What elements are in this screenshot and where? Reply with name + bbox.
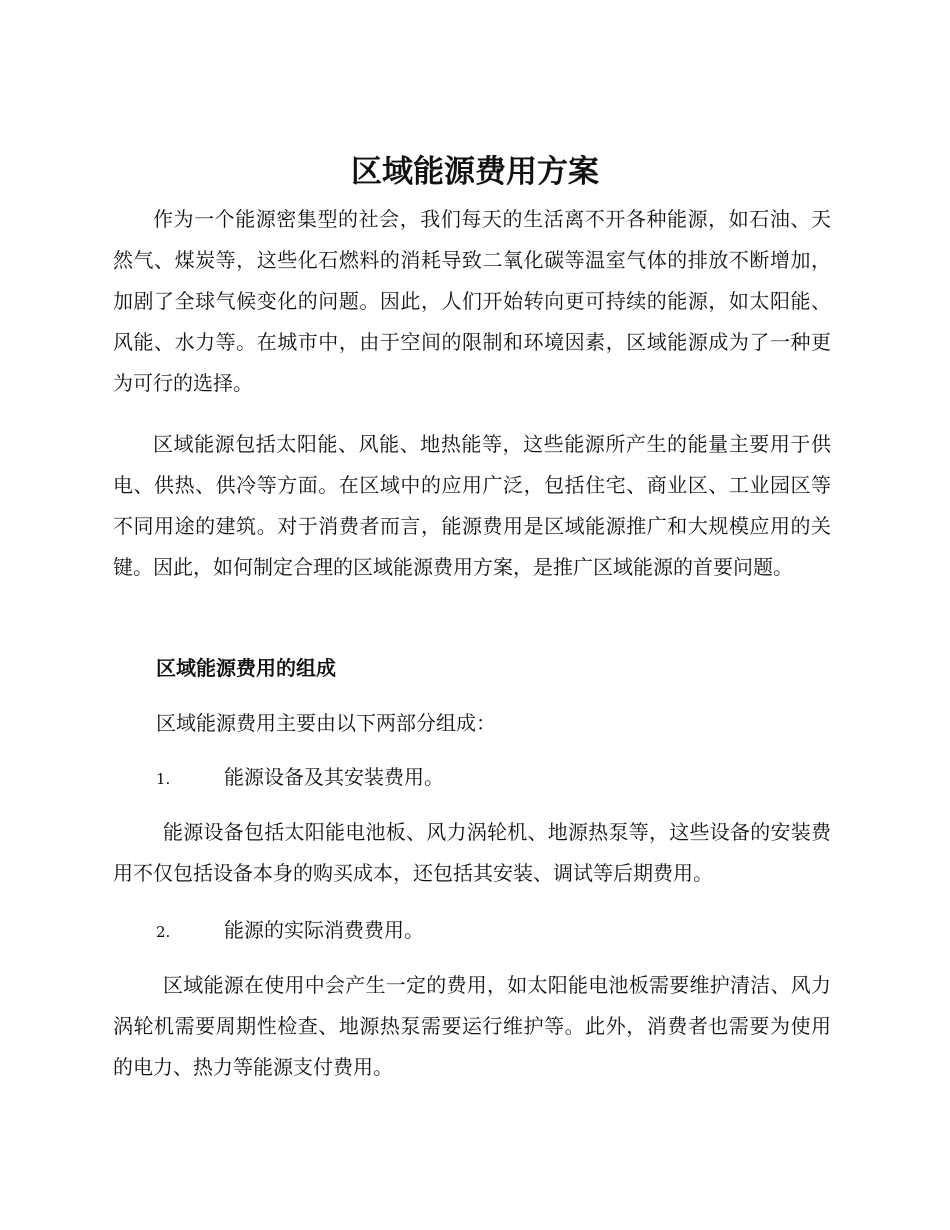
section-heading: 区域能源费用的组成 xyxy=(156,656,336,680)
paragraph-regional-energy: 区域能源包括太阳能、风能、地热能等，这些能源所产生的能量主要用于供电、供热、供冷等方面。在区域中的应用广泛，包括住宅、商业区、工业园区等不同用途的建筑。对于消费者而言，能源费用是区域能源推广和大规模应用的关键。因此，如何制定合理的区域能源费用方案，是推广区域能源的首要问题。 xyxy=(113,432,831,579)
list-label-1: 能源设备及其安装费用。 xyxy=(224,765,444,789)
list-description-2: 区域能源在使用中会产生一定的费用，如太阳能电池板需要维护清洁、风力涡轮机需要周期性检查、地源热泵需要运行维护等。此外，消费者也需要为使用的电力、热力等能源支付费用。 xyxy=(113,973,831,1079)
list-description-1: 能源设备包括太阳能电池板、风力涡轮机、地源热泵等，这些设备的安装费用不仅包括设备本身的购买成本，还包括其安装、调试等后期费用。 xyxy=(113,820,831,885)
document-title: 区域能源费用方案 xyxy=(351,154,599,190)
list-item-2 xyxy=(156,910,831,953)
list-item-1 xyxy=(156,757,831,800)
list-number-1: 1. xyxy=(156,770,171,788)
paragraph-intro: 作为一个能源密集型的社会，我们每天的生活离不开各种能源，如石油、天然气、煤炭等，这些化石燃料的消耗导致二氧化碳等温室气体的排放不断增加，加剧了全球气候变化的问题。因此，人们开始转向更可持续的能源，如太阳能、风能、水力等。在城市中，由于空间的限制和环境因素，区域能源成为了一种更为可行的选择。 xyxy=(113,207,831,395)
list-label-2: 能源的实际消费费用。 xyxy=(224,918,424,942)
section-intro: 区域能源费用主要由以下两部分组成： xyxy=(156,711,496,735)
list-number-2: 2. xyxy=(156,923,171,941)
